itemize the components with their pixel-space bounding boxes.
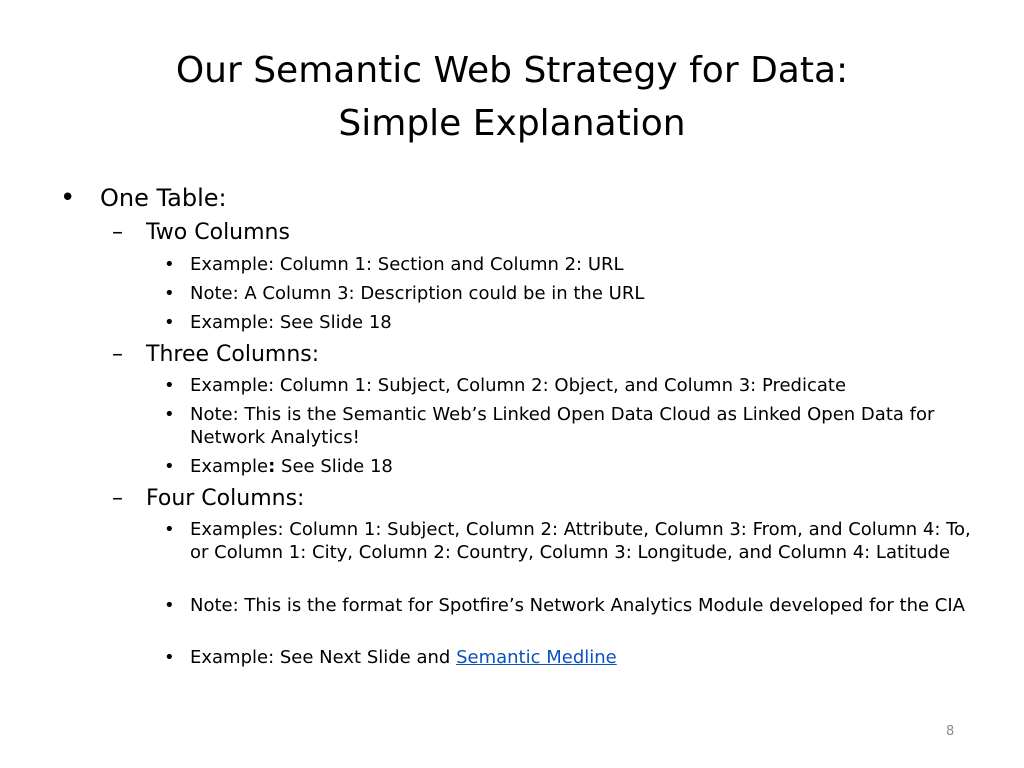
example-rest: See Slide 18 xyxy=(275,456,393,477)
list-item-text xyxy=(190,455,980,478)
bullet-icon: • xyxy=(164,404,175,425)
four-columns-heading: Four Columns: xyxy=(146,486,305,511)
bullet-icon: • xyxy=(164,312,175,333)
list-item-text: Note: This is the format for Spotfire’s Network Analytics Module developed for the CIA xyxy=(190,595,965,616)
bullet-icon: • xyxy=(164,254,175,275)
list-item-text: Example: See Slide 18 xyxy=(190,312,392,333)
list-item-text: Example: Column 1: Section and Column 2: URL xyxy=(190,254,624,275)
two-columns-heading: Two Columns xyxy=(146,220,290,245)
list-item-text: Note: A Column 3: Description could be in the URL xyxy=(190,283,645,304)
example-prefix: Example: See Next Slide and xyxy=(190,647,457,668)
list-item-text xyxy=(190,646,980,669)
page-number: 8 xyxy=(946,724,955,739)
list-item-text: Note: This is the Semantic Web’s Linked Open Data Cloud as Linked Open Data for Network Analytics! xyxy=(190,404,935,448)
list-item-text: Examples: Column 1: Subject, Column 2: Attribute, Column 3: From, and Column 4: To, or Column 1: City, Column 2: Country, Column 3: Longitude, and Column 4: Latitude xyxy=(190,519,971,563)
bullet-icon: • xyxy=(164,519,175,540)
bullet-icon: • xyxy=(60,183,76,213)
dash-icon: – xyxy=(112,220,123,245)
dash-icon: – xyxy=(112,486,123,511)
three-columns-heading: Three Columns: xyxy=(146,342,320,367)
example-colon: : xyxy=(268,456,276,477)
list-item-text: Example: Column 1: Subject, Column 2: Object, and Column 3: Predicate xyxy=(190,375,847,396)
title-line-1: Our Semantic Web Strategy for Data: xyxy=(175,50,849,91)
bullet-icon: • xyxy=(164,647,175,668)
example-prefix: Example xyxy=(190,456,269,477)
title-line-2: Simple Explanation xyxy=(338,103,686,144)
semantic-medline-link[interactable]: Semantic Medline xyxy=(456,647,617,668)
bullet-icon: • xyxy=(164,375,175,396)
bullet-icon: • xyxy=(164,283,175,304)
level1-one-table: One Table: xyxy=(100,184,227,212)
bullet-icon: • xyxy=(164,595,175,616)
dash-icon: – xyxy=(112,342,123,367)
bullet-icon: • xyxy=(164,456,175,477)
